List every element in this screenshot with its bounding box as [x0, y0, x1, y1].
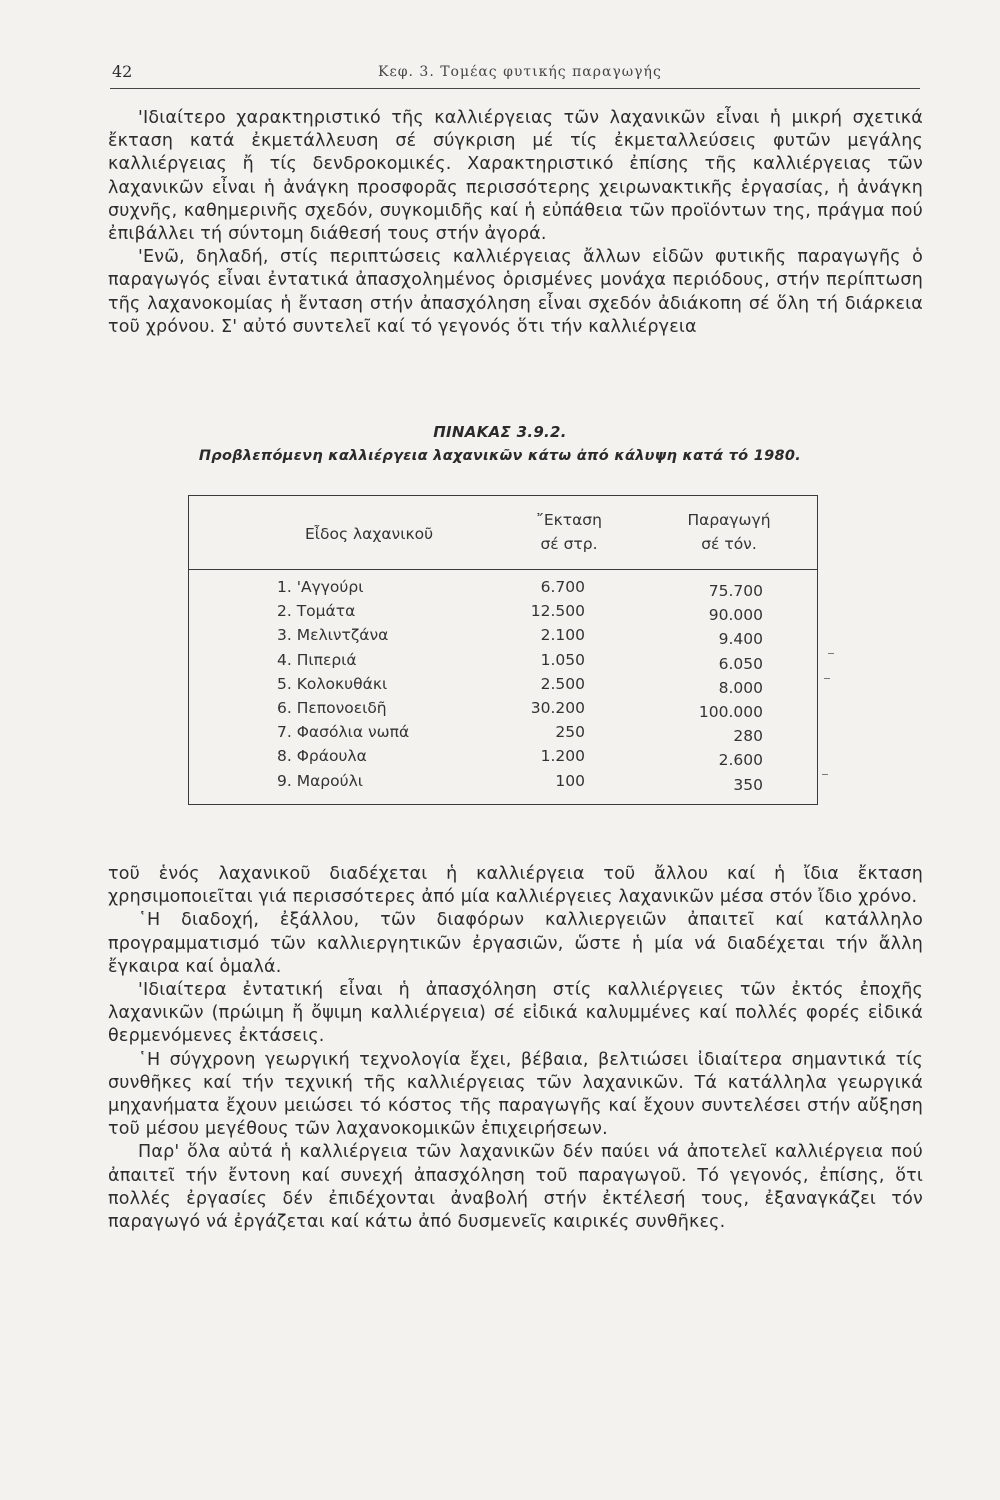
cell-production: 2.600 — [718, 751, 763, 770]
table-row — [189, 602, 817, 626]
cell-vegetable: 8. Φράουλα — [277, 747, 367, 766]
column-header-area-line1: ῎Εκταση — [536, 511, 602, 529]
paragraph: 'Ιδιαίτερο χαρακτηριστικό τῆς καλλιέργειας τῶν λαχανικῶν εἶναι ἡ μικρή σχετικά ἔκταση κατά ἐκμετάλλευση σέ σύγκριση μέ τίς ἐκμεταλλεύσεις φυτῶν μεγάλης καλλιέργειας ἤ τίς δενδροκομικές. Χαρακτηριστικό ἐπίσης τῆς καλλιέργειας τῶν λαχανικῶν εἶναι ἡ ἀνάγκη προσφορᾶς περισσότερης χειρωνακτικῆς ἐργασίας, ἡ ἀνάγκη συχνῆς, καθημερινῆς σχεδόν, συγκομιδῆς καί ἡ εὐπάθεια τῶν προϊόντων της, πράγμα πού ἐπιβάλλει τή σύντομη διάθεσή τους στήν ἀγορά. — [108, 108, 923, 245]
paragraph: τοῦ ἑνός λαχανικοῦ διαδέχεται ἡ καλλιέργεια τοῦ ἄλλου καί ἡ ἴδια ἔκταση χρησιμοποιεῖται γιά περισσότερες ἀπό μία καλλιέργειες λαχανικῶν μέσα στόν ἴδιο χρόνο. — [108, 864, 923, 908]
column-header-area-line2: σέ στρ. — [540, 535, 598, 553]
cell-production: 350 — [733, 775, 763, 794]
table-row — [189, 626, 817, 650]
cell-vegetable: 7. Φασόλια νωπά — [277, 723, 410, 742]
cell-area: 30.200 — [530, 698, 585, 717]
column-header-production-line2: σέ τόν. — [701, 535, 757, 553]
table-row — [189, 723, 817, 747]
cell-vegetable: 4. Πιπεριά — [277, 650, 357, 669]
table-row — [189, 651, 817, 675]
column-header-area — [504, 508, 634, 556]
paragraph: Παρ' ὅλα αὐτά ἡ καλλιέργεια τῶν λαχανικῶν δέν παύει νά ἀποτελεῖ καλλιέργεια πού ἀπαιτεῖ τήν ἔντονη καί συνεχή ἀπασχόληση τοῦ παραγωγοῦ. Τό γεγονός, ἐπίσης, ὅτι πολλές ἐργασίες δέν ἐπιδέχονται ἀναβολή στήν ἐκτέλεσή τους, ἐξαναγκάζει τόν παραγωγό νά ἐργάζεται καί κάτω ἀπό δυσμενεῖς καιρικές συνθῆκες. — [108, 1142, 923, 1233]
pencil-mark — [828, 653, 834, 654]
table-title: Προβλεπόμενη καλλιέργεια λαχανικῶν κάτω ἀπό κάλυψη κατά τό 1980. — [198, 448, 802, 464]
page-number: 42 — [112, 62, 133, 81]
column-header-production — [654, 508, 804, 556]
cell-area: 250 — [555, 723, 585, 742]
cell-vegetable: 5. Κολοκυθάκι — [277, 674, 388, 693]
cell-production: 75.700 — [708, 582, 763, 600]
table-row — [189, 747, 817, 771]
cell-area: 6.700 — [540, 578, 585, 596]
cell-production: 8.000 — [718, 678, 763, 697]
cell-production: 9.400 — [718, 630, 763, 649]
cell-vegetable: 2. Τομάτα — [277, 602, 356, 621]
pencil-mark — [822, 774, 828, 775]
cell-area: 100 — [555, 771, 585, 790]
cell-vegetable: 3. Μελιντζάνα — [277, 626, 389, 645]
paragraph: 'Ενῶ, δηλαδή, στίς περιπτώσεις καλλιέργειας ἄλλων εἰδῶν φυτικῆς παραγωγῆς ὁ παραγωγός εἶναι ἐντατικά ἀπασχολημένος ὁρισμένες μονάχα περιόδους, στήν περίπτωση τῆς λαχανοκομίας ἡ ἔνταση στήν ἀπασχόληση εἶναι σχεδόν ἀδιάκοπη σέ ὅλη τή διάρκεια τοῦ χρόνου. Σ' αὐτό συντελεῖ καί τό γεγονός ὅτι τήν καλλιέργεια — [108, 247, 923, 337]
table-row — [189, 675, 817, 699]
table-row — [189, 772, 817, 796]
bottom-text-block — [108, 863, 923, 1234]
cell-production: 90.000 — [708, 606, 763, 625]
cell-vegetable: 6. Πεπονοειδῆ — [277, 698, 387, 717]
cell-area: 1.200 — [540, 747, 585, 766]
cell-vegetable: 1. 'Αγγούρι — [277, 578, 364, 596]
cell-production: 6.050 — [718, 654, 763, 673]
cell-area: 2.100 — [540, 626, 585, 645]
paragraph: ῾Η διαδοχή, ἐξάλλου, τῶν διαφόρων καλλιεργειῶν ἀπαιτεῖ καί κατάλληλο προγραμματισμό τῶν καλλιεργητικῶν ἐργασιῶν, ὥστε ἡ μία νά διαδέχεται τήν ἄλλη ἔγκαιρα καί ὁμαλά. — [108, 910, 923, 977]
cell-production: 280 — [733, 727, 763, 746]
cell-production: 100.000 — [698, 702, 763, 721]
table-row — [189, 699, 817, 723]
paragraph: ῾Η σύγχρονη γεωργική τεχνολογία ἔχει, βέβαια, βελτιώσει ἰδιαίτερα σημαντικά τίς συνθῆκες καί τήν τεχνική τῆς καλλιέργειας τῶν λαχανικῶν. Τά κατάλληλα γεωργικά μηχανήματα ἔχουν μειώσει τό κόστος τῆς παραγωγῆς καί ἔχουν συντελέσει στήν αὔξηση τοῦ μέσου μεγέθους τῶν λαχανοκομικῶν ἐπιχειρήσεων. — [108, 1049, 923, 1140]
table-number: ΠΙΝΑΚΑΣ 3.9.2. — [433, 423, 567, 441]
paragraph: 'Ιδιαίτερα ἐντατική εἶναι ἡ ἀπασχόληση στίς καλλιέργειες τῶν ἐκτός ἐποχῆς λαχανικῶν (πρώιμη ἤ ὄψιμη καλλιέργεια) σέ εἰδικά καλυμμένες καί πολλές φορές εἰδικά θερμενόμενες ἐκτάσεις. — [108, 980, 923, 1047]
running-head: Κεφ. 3. Τομέας φυτικής παραγωγής — [378, 64, 662, 80]
column-header-type: Εἶδος λαχανικοῦ — [304, 525, 434, 543]
top-text-block — [108, 107, 923, 339]
page-header — [110, 58, 920, 89]
pencil-mark — [824, 678, 830, 679]
table-row — [189, 578, 817, 602]
column-header-production-line1: Παραγωγή — [687, 511, 771, 529]
cell-area: 1.050 — [540, 650, 585, 669]
cell-area: 2.500 — [540, 674, 585, 693]
cell-area: 12.500 — [530, 602, 585, 621]
table-body — [189, 578, 817, 796]
data-table — [188, 495, 818, 805]
cell-vegetable: 9. Μαρούλι — [277, 771, 364, 790]
header-divider — [189, 569, 817, 570]
